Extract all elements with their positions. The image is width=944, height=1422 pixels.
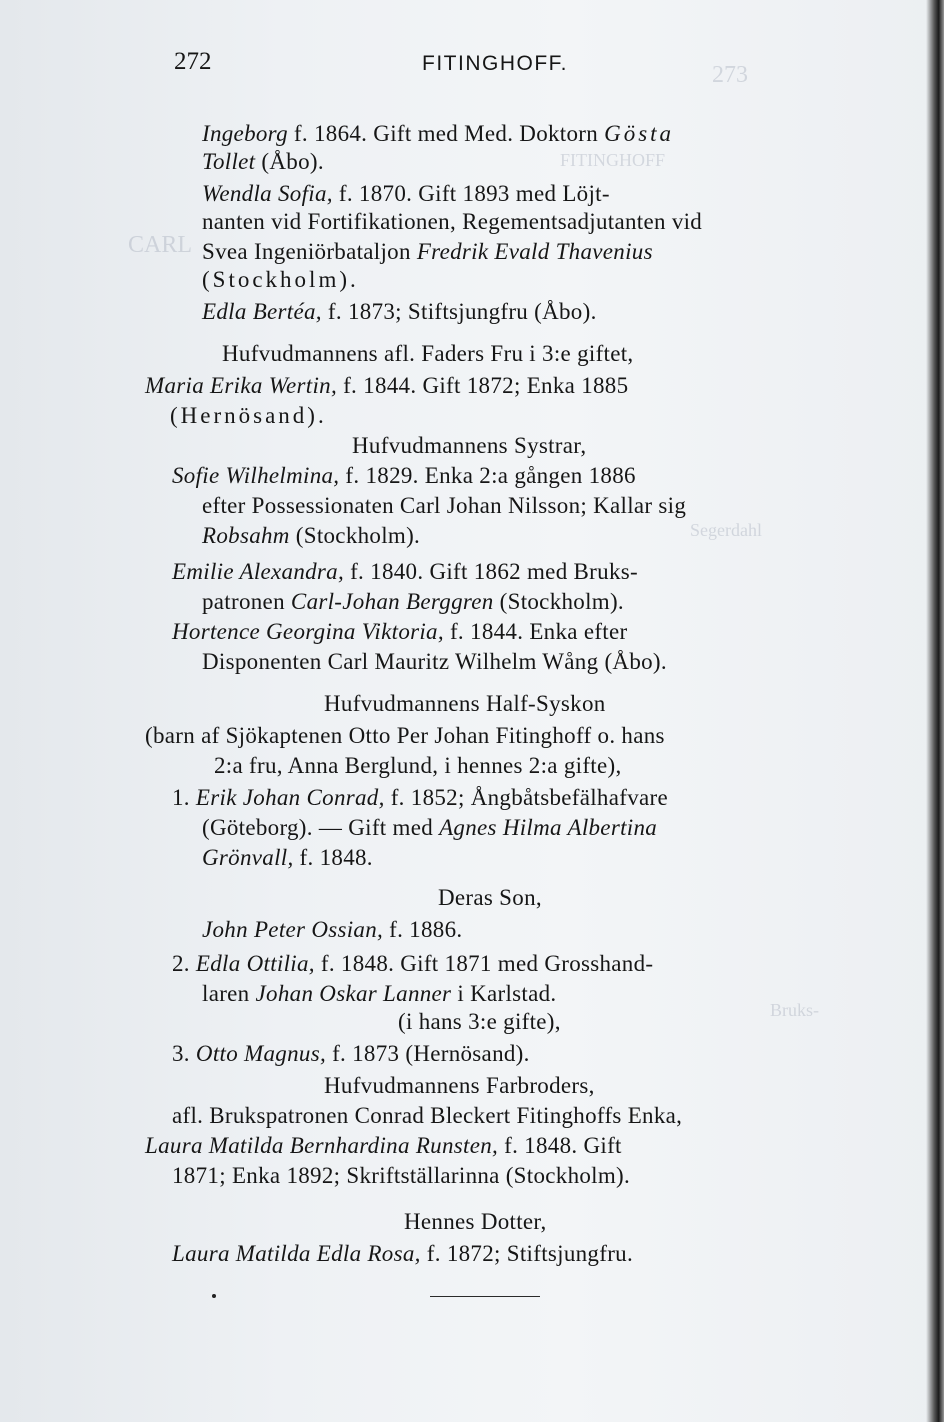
text-line: 3. Otto Magnus, f. 1873 (Hernösand). (172, 1041, 530, 1066)
text-line: Hufvudmannens afl. Faders Fru i 3:e giftet, (222, 341, 634, 366)
bleed-through-heading: FITINGHOFF (560, 150, 666, 170)
closing-rule (430, 1296, 540, 1297)
text-line: 1871; Enka 1892; Skriftställarinna (Stockholm). (172, 1163, 631, 1188)
text-line: (barn af Sjökaptenen Otto Per Johan Fitinghoff o. hans (145, 723, 665, 748)
text-line: Wendla Sofia, f. 1870. Gift 1893 med Löjt- (202, 181, 610, 206)
text-line: 2. Edla Ottilia, f. 1848. Gift 1871 med Grosshand- (172, 951, 654, 976)
text-line: Disponenten Carl Mauritz Wilhelm Wång (Åbo). (202, 649, 667, 674)
bleed-through-name: CARL (128, 232, 193, 258)
text-line: Laura Matilda Bernhardina Runsten, f. 1848. Gift (145, 1133, 622, 1158)
page-number: 272 (174, 48, 212, 75)
text-line: Edla Bertéa, f. 1873; Stiftsjungfru (Åbo). (202, 299, 597, 324)
text-line: (Hernösand). (170, 403, 327, 428)
text-line: Grönvall, f. 1848. (202, 845, 373, 870)
running-title: FITINGHOFF. (422, 52, 568, 75)
text-line: laren Johan Oskar Lanner i Karlstad. (202, 981, 557, 1006)
text-line: efter Possessionaten Carl Johan Nilsson; Kallar sig (202, 493, 687, 518)
text-line: Laura Matilda Edla Rosa, f. 1872; Stiftsjungfru. (172, 1241, 633, 1266)
text-line: afl. Brukspatronen Conrad Bleckert Fitinghoffs Enka, (172, 1103, 683, 1128)
page-header (174, 48, 794, 88)
section-heading: Deras Son, (438, 885, 542, 910)
bleed-through-word: Segerdahl (690, 520, 762, 540)
text-line: 1. Erik Johan Conrad, f. 1852; Ångbåtsbefälhafvare (172, 785, 668, 810)
text-line: (i hans 3:e gifte), (398, 1009, 561, 1034)
section-heading: Hennes Dotter, (404, 1209, 547, 1234)
text-line: Sofie Wilhelmina, f. 1829. Enka 2:a gången 1886 (172, 463, 636, 488)
bleed-through-word-2: Bruks- (770, 1000, 819, 1020)
book-spine-shadow (926, 0, 944, 1422)
section-heading: Hufvudmannens Farbroders, (324, 1073, 595, 1098)
text-line: 2:a fru, Anna Berglund, i hennes 2:a gifte), (214, 753, 622, 778)
text-line: (Göteborg). — Gift med Agnes Hilma Albertina (202, 815, 658, 840)
text-line: nanten vid Fortifikationen, Regementsadjutanten vid (202, 209, 703, 234)
text-line: Robsahm (Stockholm). (202, 523, 421, 548)
printer-mark (212, 1294, 216, 1298)
text-line: (Stockholm). (202, 267, 359, 292)
text-line: Tollet (Åbo). (202, 149, 324, 174)
section-heading: Hufvudmannens Half-Syskon (324, 691, 606, 716)
bleed-through-page-number: 273 (712, 62, 748, 88)
text-line: Maria Erika Wertin, f. 1844. Gift 1872; Enka 1885 (145, 373, 629, 398)
text-line: Emilie Alexandra, f. 1840. Gift 1862 med Bruks- (172, 559, 638, 584)
section-heading: Hufvudmannens Systrar, (352, 433, 587, 458)
text-line: Ingeborg f. 1864. Gift med Med. Doktorn Gösta (202, 121, 675, 146)
text-line: Hortence Georgina Viktoria, f. 1844. Enka efter (172, 619, 628, 644)
text-line: John Peter Ossian, f. 1886. (202, 917, 463, 942)
text-line: patronen Carl-Johan Berggren (Stockholm). (202, 589, 624, 614)
text-line: Svea Ingeniörbataljon Fredrik Evald Thavenius (202, 239, 653, 264)
